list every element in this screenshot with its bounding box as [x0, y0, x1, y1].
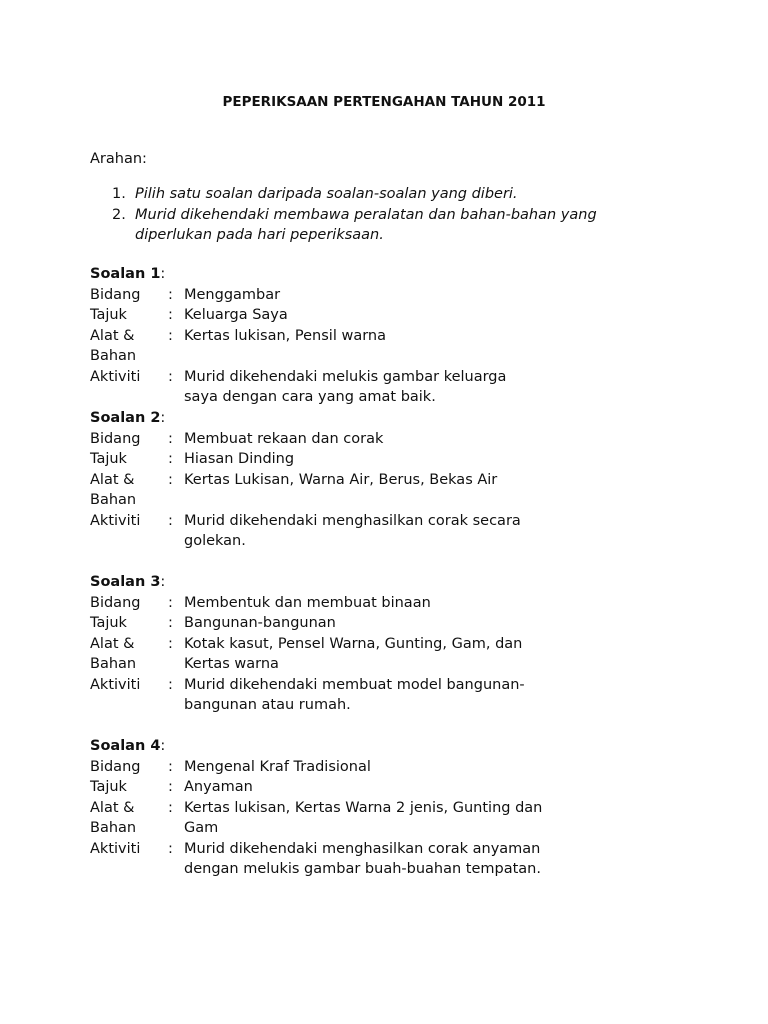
alat-label: Alat & Bahan [90, 799, 137, 836]
aktiviti-value: Murid dikehendaki menghasilkan corak anyaman dengan melukis gambar buah-buahan tempatan. [184, 840, 541, 877]
alat-label: Alat & Bahan [90, 327, 137, 364]
aktiviti-row [90, 511, 690, 552]
arahan-item-text: Murid dikehendaki membawa peralatan dan bahan-bahan yang diperlukan pada hari peperiksaan. [135, 206, 597, 243]
colon: : [168, 635, 173, 652]
aktiviti-value: Murid dikehendaki membuat model bangunan-bangunan atau rumah. [184, 676, 525, 713]
tajuk-value: Anyaman [184, 779, 253, 795]
colon: : [168, 451, 173, 467]
aktiviti-label: Aktiviti [90, 840, 141, 857]
page-title: PEPERIKSAAN PERTENGAHAN TAHUN 2011 [222, 94, 546, 110]
colon: : [168, 327, 173, 344]
bidang-value: Mengenal Kraf Tradisional [184, 758, 371, 775]
bidang-row [90, 757, 690, 778]
colon: : [168, 676, 173, 693]
alat-row [90, 634, 690, 675]
bidang-label: Bidang [90, 430, 141, 447]
colon: : [168, 286, 173, 303]
soalan-heading: Soalan 2: [90, 410, 166, 426]
soalan-4-section [90, 736, 690, 880]
soalan-3-section [90, 572, 690, 716]
bidang-row [90, 593, 690, 614]
aktiviti-row [90, 367, 690, 408]
alat-label: Alat & Bahan [90, 635, 137, 672]
tajuk-value: Hiasan Dinding [184, 451, 295, 467]
soalan-1-section [90, 264, 690, 408]
aktiviti-label: Aktiviti [90, 368, 141, 385]
colon: : [168, 758, 173, 775]
arahan-item-number: 2. [112, 206, 126, 223]
aktiviti-value: Murid dikehendaki menghasilkan corak secara golekan. [184, 512, 521, 549]
tajuk-row [90, 305, 690, 326]
tajuk-label: Tajuk [90, 307, 127, 323]
tajuk-row [90, 777, 690, 798]
soalan-heading: Soalan 4: [90, 738, 166, 754]
tajuk-value: Keluarga Saya [184, 307, 288, 323]
bidang-row [90, 285, 690, 306]
bidang-label: Bidang [90, 758, 141, 775]
bidang-label: Bidang [90, 594, 141, 611]
tajuk-value: Bangunan-bangunan [184, 615, 336, 631]
soalan-2-section [90, 408, 690, 552]
aktiviti-row [90, 675, 690, 716]
arahan-label: Arahan: [90, 151, 147, 167]
colon: : [168, 307, 173, 323]
bidang-label: Bidang [90, 286, 141, 303]
alat-value: Kertas Lukisan, Warna Air, Berus, Bekas Air [184, 471, 498, 488]
alat-value: Kotak kasut, Pensel Warna, Gunting, Gam, dan Kertas warna [184, 635, 523, 672]
colon: : [168, 430, 173, 447]
aktiviti-label: Aktiviti [90, 512, 141, 529]
colon: : [168, 799, 173, 816]
alat-row [90, 326, 690, 367]
soalan-heading: Soalan 1: [90, 266, 166, 282]
alat-label: Alat & Bahan [90, 471, 137, 508]
arahan-item-number: 1. [112, 186, 126, 202]
colon: : [168, 594, 173, 611]
tajuk-row [90, 449, 690, 470]
bidang-value: Menggambar [184, 286, 281, 303]
arahan-item [90, 205, 605, 246]
tajuk-label: Tajuk [90, 615, 127, 631]
aktiviti-label: Aktiviti [90, 676, 141, 693]
bidang-value: Membuat rekaan dan corak [184, 430, 384, 447]
colon: : [168, 512, 173, 529]
alat-row [90, 470, 690, 511]
aktiviti-value: Murid dikehendaki melukis gambar keluarga saya dengan cara yang amat baik. [184, 368, 507, 405]
bidang-row [90, 429, 690, 450]
arahan-list [90, 184, 650, 246]
colon: : [168, 368, 173, 385]
aktiviti-row [90, 839, 690, 880]
alat-value: Kertas lukisan, Kertas Warna 2 jenis, Gunting dan Gam [184, 799, 543, 836]
bidang-value: Membentuk dan membuat binaan [184, 594, 431, 611]
tajuk-label: Tajuk [90, 451, 127, 467]
colon: : [168, 779, 173, 795]
colon: : [168, 471, 173, 488]
soalan-heading: Soalan 3: [90, 574, 166, 590]
colon: : [168, 615, 173, 631]
tajuk-row [90, 613, 690, 634]
alat-row [90, 798, 690, 839]
alat-value: Kertas lukisan, Pensil warna [184, 327, 386, 344]
colon: : [168, 840, 173, 857]
arahan-item-text: Pilih satu soalan daripada soalan-soalan yang diberi. [135, 186, 518, 202]
arahan-item [90, 184, 650, 205]
tajuk-label: Tajuk [90, 779, 127, 795]
